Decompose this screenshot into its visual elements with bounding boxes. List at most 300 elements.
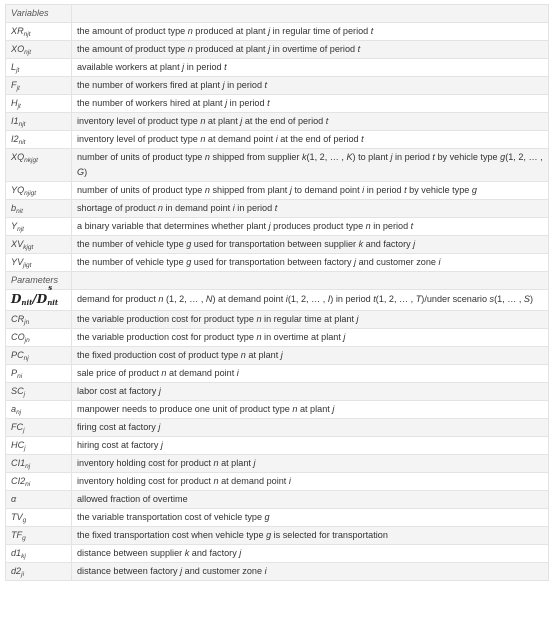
symbol-cell bbox=[6, 509, 72, 527]
index-variable: i bbox=[264, 566, 267, 576]
description-text: the number of vehicle type bbox=[77, 257, 187, 267]
description-text: ) bbox=[84, 167, 88, 177]
symbol-main: d2 bbox=[11, 566, 22, 576]
description-text: in period bbox=[392, 152, 433, 162]
description-text: at the end of period bbox=[242, 116, 326, 126]
index-variable: n bbox=[256, 314, 262, 324]
symbol-main: L bbox=[11, 62, 17, 72]
symbol-main-scenario: D bbox=[36, 292, 48, 306]
index-variable: G bbox=[77, 167, 85, 177]
description-text: in period bbox=[227, 98, 268, 108]
symbol-main: H bbox=[11, 98, 18, 108]
notation-row bbox=[6, 23, 549, 41]
notation-row bbox=[6, 545, 549, 563]
index-variable: t bbox=[432, 152, 435, 162]
symbol-subscript: ni bbox=[25, 481, 31, 488]
index-variable: t bbox=[274, 203, 278, 213]
index-variable: i bbox=[362, 185, 365, 195]
index-variable: t bbox=[357, 44, 361, 54]
index-variable: n bbox=[365, 221, 371, 231]
description-text: the variable production cost for product type bbox=[77, 314, 257, 324]
index-variable: n bbox=[292, 404, 298, 414]
symbol-cell bbox=[6, 383, 72, 401]
description-text: in regular time at plant bbox=[261, 314, 357, 324]
description-cell bbox=[72, 200, 549, 218]
index-variable: j bbox=[253, 458, 256, 468]
index-variable: i bbox=[288, 476, 291, 486]
description-text: hiring cost at factory bbox=[77, 440, 161, 450]
index-variable: g bbox=[186, 257, 192, 267]
section-spacer bbox=[72, 272, 549, 290]
symbol-cell bbox=[6, 527, 72, 545]
description-cell bbox=[72, 401, 549, 419]
notation-row bbox=[6, 59, 549, 77]
notation-row bbox=[6, 473, 549, 491]
notation-row bbox=[6, 254, 549, 272]
index-variable: n bbox=[187, 26, 193, 36]
description-cell bbox=[72, 59, 549, 77]
index-variable: T bbox=[415, 294, 422, 304]
notation-row bbox=[6, 200, 549, 218]
symbol-subscript: nj bbox=[25, 463, 31, 470]
description-text: at plant bbox=[245, 350, 281, 360]
index-variable: i bbox=[275, 134, 278, 144]
notation-row bbox=[6, 563, 549, 581]
symbol-subscript: ji bbox=[21, 571, 25, 578]
index-variable: t bbox=[224, 62, 227, 72]
index-variable: j bbox=[356, 314, 359, 324]
index-variable: g bbox=[264, 512, 270, 522]
index-variable: n bbox=[200, 116, 206, 126]
description-text: the amount of product type bbox=[77, 26, 188, 36]
symbol-subscript-scenario: nit bbox=[47, 298, 59, 307]
description-text: in period bbox=[234, 203, 275, 213]
symbol-subscript: njt bbox=[17, 226, 24, 233]
symbol-main: SC bbox=[11, 386, 24, 396]
symbol-main: TV bbox=[11, 512, 23, 522]
description-text: in overtime at plant bbox=[261, 332, 344, 342]
notation-row bbox=[6, 95, 549, 113]
index-variable: n bbox=[200, 134, 206, 144]
description-cell bbox=[72, 254, 549, 272]
section-header-row bbox=[6, 5, 549, 23]
description-text: in period bbox=[224, 80, 265, 90]
notation-row bbox=[6, 401, 549, 419]
index-variable: j bbox=[240, 116, 243, 126]
symbol-cell bbox=[6, 437, 72, 455]
symbol-main: CI2 bbox=[11, 476, 26, 486]
index-variable: j bbox=[158, 386, 161, 396]
description-cell bbox=[72, 149, 549, 182]
section-title: Parameters bbox=[6, 272, 72, 290]
symbol-subscript: j bbox=[24, 445, 26, 452]
symbol-main: I2 bbox=[11, 134, 19, 144]
index-variable: j bbox=[268, 221, 271, 231]
index-variable: n bbox=[187, 44, 193, 54]
symbol-cell bbox=[6, 149, 72, 182]
index-variable: j bbox=[268, 44, 271, 54]
index-variable: j bbox=[390, 152, 393, 162]
notation-row bbox=[6, 77, 549, 95]
description-text: at plant bbox=[205, 116, 241, 126]
index-variable: g bbox=[471, 185, 477, 195]
notation-row bbox=[6, 311, 549, 329]
symbol-main: CR bbox=[11, 314, 25, 324]
description-cell bbox=[72, 545, 549, 563]
description-text: and factory bbox=[363, 239, 414, 249]
description-text: ) at demand point bbox=[212, 294, 286, 304]
symbol-cell bbox=[6, 365, 72, 383]
symbol-subscript: nkjgt bbox=[24, 157, 38, 164]
description-text: the variable transportation cost of vehicle type bbox=[77, 512, 265, 522]
symbol-subscript: njt bbox=[24, 49, 32, 56]
notation-row bbox=[6, 182, 549, 200]
notation-table bbox=[5, 4, 549, 581]
symbol-main: HC bbox=[11, 440, 25, 450]
notation-row bbox=[6, 455, 549, 473]
symbol-cell bbox=[6, 311, 72, 329]
description-cell bbox=[72, 509, 549, 527]
description-text: shortage of product bbox=[77, 203, 158, 213]
symbol-cell bbox=[6, 236, 72, 254]
description-text: the variable production cost for product type bbox=[77, 332, 257, 342]
index-variable: i bbox=[285, 294, 288, 304]
index-variable: t bbox=[410, 221, 414, 231]
description-text: inventory level of product type bbox=[77, 134, 201, 144]
section-title: Variables bbox=[6, 5, 72, 23]
symbol-main: CO bbox=[11, 332, 25, 342]
symbol-subscript: njigt bbox=[24, 190, 37, 197]
description-cell bbox=[72, 563, 549, 581]
index-variable: j bbox=[343, 332, 346, 342]
description-text: manpower needs to produce one unit of product type bbox=[77, 404, 293, 414]
notation-row bbox=[6, 383, 549, 401]
index-variable: j bbox=[354, 257, 357, 267]
symbol-subscript: j bbox=[23, 427, 25, 434]
description-text: the number of workers hired at plant bbox=[77, 98, 226, 108]
notation-row bbox=[6, 347, 549, 365]
symbol-cell bbox=[6, 218, 72, 236]
index-variable: j bbox=[160, 440, 163, 450]
section-spacer bbox=[72, 5, 549, 23]
symbol-subscript: ni bbox=[17, 373, 23, 380]
index-variable: n bbox=[256, 332, 262, 342]
index-variable: n bbox=[204, 152, 210, 162]
symbol-cell bbox=[6, 23, 72, 41]
description-text: firing cost at factory bbox=[77, 422, 159, 432]
description-text: at plant bbox=[297, 404, 333, 414]
description-cell bbox=[72, 347, 549, 365]
description-text: number of units of product type bbox=[77, 185, 205, 195]
index-variable: t bbox=[325, 116, 329, 126]
description-cell bbox=[72, 311, 549, 329]
symbol-cell bbox=[6, 113, 72, 131]
notation-row bbox=[6, 491, 549, 509]
symbol-cell bbox=[6, 77, 72, 95]
index-variable: j bbox=[413, 239, 416, 249]
notation-row bbox=[6, 509, 549, 527]
description-cell bbox=[72, 182, 549, 200]
index-variable: n bbox=[213, 458, 219, 468]
description-text: available workers at plant bbox=[77, 62, 183, 72]
symbol-main: XV bbox=[11, 239, 24, 249]
notation-row bbox=[6, 527, 549, 545]
symbol-main: D bbox=[11, 292, 22, 306]
description-cell bbox=[72, 23, 549, 41]
description-text: )/under scenario bbox=[421, 294, 490, 304]
symbol-main: XO bbox=[11, 44, 25, 54]
description-text: (1, 2, … , bbox=[163, 294, 206, 304]
description-text: by vehicle type bbox=[434, 152, 501, 162]
symbol-subscript: nj bbox=[23, 355, 29, 362]
description-text: by vehicle type bbox=[406, 185, 472, 195]
symbol-cell bbox=[6, 419, 72, 437]
symbol-subscript: nit bbox=[18, 139, 26, 146]
index-variable: n bbox=[213, 476, 219, 486]
description-text: at plant bbox=[218, 458, 254, 468]
symbol-cell bbox=[6, 329, 72, 347]
symbol-cell bbox=[6, 491, 72, 509]
index-variable: j bbox=[225, 98, 228, 108]
scenario-indices bbox=[47, 292, 58, 307]
description-text: in period bbox=[364, 185, 405, 195]
description-cell bbox=[72, 290, 549, 311]
symbol-main: YQ bbox=[11, 185, 25, 195]
symbol-main: TF bbox=[11, 530, 23, 540]
symbol-cell bbox=[6, 95, 72, 113]
index-variable: t bbox=[404, 185, 407, 195]
description-text: inventory holding cost for product bbox=[77, 458, 214, 468]
index-variable: j bbox=[158, 422, 161, 432]
symbol-main: XQ bbox=[11, 152, 25, 162]
index-variable: j bbox=[268, 26, 271, 36]
description-text: produced at plant bbox=[192, 44, 269, 54]
index-variable: j bbox=[239, 548, 242, 558]
description-text: at the end of period bbox=[277, 134, 362, 144]
index-variable: j bbox=[332, 404, 335, 414]
description-text: used for transportation between supplier bbox=[191, 239, 359, 249]
symbol-main: I1 bbox=[11, 116, 19, 126]
description-text: inventory level of product type bbox=[77, 116, 201, 126]
symbol-main: PC bbox=[11, 350, 24, 360]
description-text: the number of workers fired at plant bbox=[77, 80, 223, 90]
description-text: and factory bbox=[189, 548, 240, 558]
symbol-cell bbox=[6, 563, 72, 581]
description-cell bbox=[72, 383, 549, 401]
index-variable: I bbox=[327, 294, 331, 304]
index-variable: j bbox=[182, 62, 185, 72]
index-variable: k bbox=[184, 548, 190, 558]
notation-row bbox=[6, 437, 549, 455]
description-text: shipped from plant bbox=[209, 185, 290, 195]
description-cell bbox=[72, 473, 549, 491]
symbol-cell bbox=[6, 347, 72, 365]
symbol-subscript: jt bbox=[16, 85, 20, 92]
symbol-main: XR bbox=[11, 26, 24, 36]
description-text: inventory holding cost for product bbox=[77, 476, 214, 486]
index-variable: j bbox=[280, 350, 283, 360]
section-header-row bbox=[6, 272, 549, 290]
notation-row bbox=[6, 218, 549, 236]
index-variable: t bbox=[373, 294, 376, 304]
symbol-subscript: nit bbox=[21, 298, 33, 307]
description-text: in period bbox=[370, 221, 411, 231]
description-text: ) bbox=[529, 294, 534, 304]
symbol-main: d1 bbox=[11, 548, 22, 558]
description-text: at demand point bbox=[205, 134, 276, 144]
description-text: in regular time of period bbox=[270, 26, 371, 36]
symbol-cell bbox=[6, 473, 72, 491]
notation-row bbox=[6, 131, 549, 149]
notation-row bbox=[6, 149, 549, 182]
description-text: produces product type bbox=[270, 221, 366, 231]
index-variable: n bbox=[158, 294, 164, 304]
symbol-subscript: nit bbox=[16, 208, 23, 215]
description-text: the amount of product type bbox=[77, 44, 188, 54]
description-text: allowed fraction of overtime bbox=[77, 494, 188, 504]
description-cell bbox=[72, 95, 549, 113]
description-cell bbox=[72, 437, 549, 455]
symbol-subscript: jt bbox=[16, 67, 20, 74]
index-variable: K bbox=[346, 152, 353, 162]
symbol-main: CI1 bbox=[11, 458, 26, 468]
index-variable: n bbox=[157, 203, 163, 213]
index-variable: j bbox=[289, 185, 292, 195]
symbol-subscript: g bbox=[22, 535, 26, 542]
symbol-main: a bbox=[11, 404, 17, 414]
symbol-main: Y bbox=[11, 221, 18, 231]
index-variable: i bbox=[232, 203, 235, 213]
symbol-subscript: kjgt bbox=[23, 244, 34, 251]
symbol-cell bbox=[6, 41, 72, 59]
symbol-subscript: nj bbox=[16, 409, 22, 416]
notation-row bbox=[6, 236, 549, 254]
symbol-main: α bbox=[11, 494, 17, 504]
description-cell bbox=[72, 419, 549, 437]
symbol-subscript: kj bbox=[21, 553, 26, 560]
description-text: used for transportation between factory bbox=[191, 257, 355, 267]
symbol-subscript: njt bbox=[18, 121, 26, 128]
symbol-subscript: g bbox=[22, 517, 27, 524]
description-text: in demand point bbox=[162, 203, 233, 213]
notation-row bbox=[6, 41, 549, 59]
index-variable: k bbox=[358, 239, 364, 249]
description-cell bbox=[72, 218, 549, 236]
demand-symbol: $D_{nit}/D$ $_{nit}$ bbox=[11, 292, 59, 307]
description-text: ) to plant bbox=[352, 152, 391, 162]
symbol-subscript: jt bbox=[17, 103, 21, 110]
description-cell bbox=[72, 41, 549, 59]
index-variable: s bbox=[489, 294, 495, 304]
symbol-cell bbox=[6, 545, 72, 563]
notation-table-body bbox=[6, 5, 549, 581]
description-cell bbox=[72, 77, 549, 95]
description-text: labor cost at factory bbox=[77, 386, 159, 396]
description-text: (1, 2, … , bbox=[306, 152, 347, 162]
index-variable: g bbox=[266, 530, 272, 540]
index-variable: t bbox=[264, 80, 268, 90]
description-text: is selected for transportation bbox=[271, 530, 388, 540]
description-text: in period bbox=[184, 62, 225, 72]
symbol-cell bbox=[6, 131, 72, 149]
index-variable: j bbox=[180, 566, 183, 576]
description-text: (1, … , bbox=[494, 294, 524, 304]
description-text: a binary variable that determines whether plant bbox=[77, 221, 269, 231]
symbol-cell bbox=[6, 401, 72, 419]
description-text: and customer zone bbox=[356, 257, 439, 267]
index-variable: t bbox=[267, 98, 270, 108]
description-cell bbox=[72, 113, 549, 131]
description-text: to demand point bbox=[291, 185, 363, 195]
index-variable: g bbox=[500, 152, 506, 162]
symbol-cell bbox=[6, 455, 72, 473]
symbol-subscript: jigt bbox=[23, 262, 32, 269]
description-text: the number of vehicle type bbox=[77, 239, 187, 249]
description-cell bbox=[72, 455, 549, 473]
description-text: sale price of product bbox=[77, 368, 162, 378]
index-variable: i bbox=[236, 368, 239, 378]
index-variable: j bbox=[222, 80, 225, 90]
description-text: ) in period bbox=[330, 294, 374, 304]
description-text: and customer zone bbox=[182, 566, 265, 576]
index-variable: n bbox=[204, 185, 210, 195]
description-text: (1, 2, … , bbox=[505, 152, 543, 162]
symbol-cell bbox=[6, 290, 72, 311]
symbol-cell bbox=[6, 182, 72, 200]
index-variable: g bbox=[186, 239, 192, 249]
description-text: distance between factory bbox=[77, 566, 181, 576]
symbol-main: F bbox=[11, 80, 17, 90]
description-text: in overtime of period bbox=[270, 44, 358, 54]
description-cell bbox=[72, 329, 549, 347]
notation-row bbox=[6, 113, 549, 131]
symbol-cell bbox=[6, 59, 72, 77]
index-variable: t bbox=[370, 26, 374, 36]
symbol-subscript: j bbox=[23, 391, 26, 398]
notation-row bbox=[6, 290, 549, 311]
description-text: shipped from supplier bbox=[209, 152, 302, 162]
notation-row bbox=[6, 329, 549, 347]
description-text: (1, 2, … , bbox=[375, 294, 416, 304]
symbol-main: b bbox=[11, 203, 17, 213]
description-text: produced at plant bbox=[192, 26, 269, 36]
symbol-subscript: njt bbox=[23, 31, 31, 38]
notation-row bbox=[6, 365, 549, 383]
description-text: distance between supplier bbox=[77, 548, 185, 558]
description-text: the fixed production cost of product type bbox=[77, 350, 241, 360]
symbol-cell bbox=[6, 200, 72, 218]
symbol-cell bbox=[6, 254, 72, 272]
symbol-main: FC bbox=[11, 422, 24, 432]
description-text: number of units of product type bbox=[77, 152, 205, 162]
description-cell bbox=[72, 365, 549, 383]
description-text: the fixed transportation cost when vehicle type bbox=[77, 530, 267, 540]
index-variable: i bbox=[438, 257, 441, 267]
index-variable: t bbox=[361, 134, 364, 144]
symbol-main: YV bbox=[11, 257, 24, 267]
symbol-subscript: jn bbox=[24, 337, 30, 344]
index-variable: N bbox=[205, 294, 213, 304]
symbol-subscript: jn bbox=[24, 319, 30, 326]
index-variable: S bbox=[523, 294, 530, 304]
index-variable: k bbox=[301, 152, 307, 162]
description-text: at demand point bbox=[166, 368, 237, 378]
description-cell bbox=[72, 527, 549, 545]
symbol-main: P bbox=[11, 368, 18, 378]
description-cell bbox=[72, 491, 549, 509]
description-cell bbox=[72, 236, 549, 254]
index-variable: n bbox=[240, 350, 246, 360]
